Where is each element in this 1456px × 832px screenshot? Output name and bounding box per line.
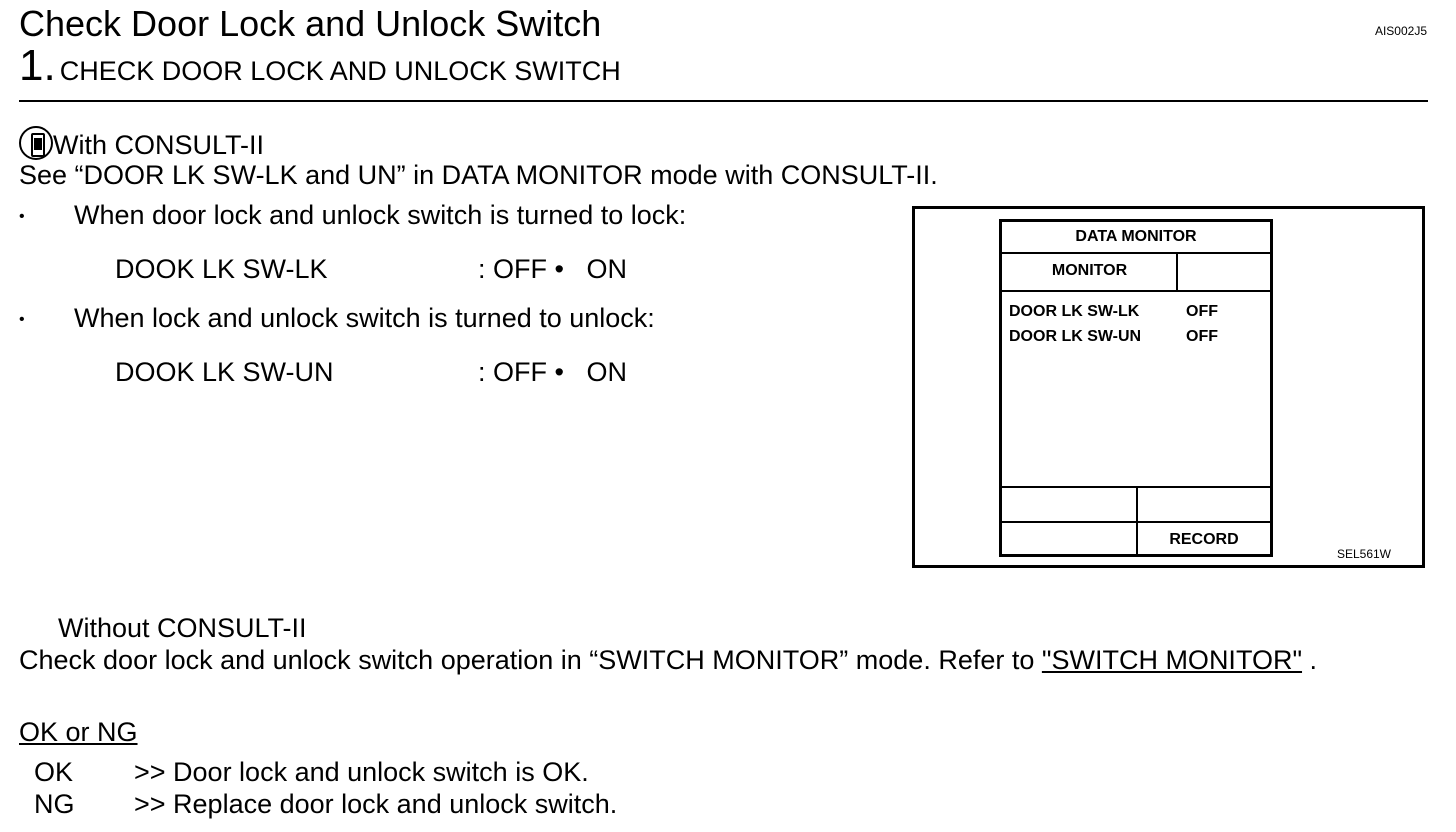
result-text-ng: >> Replace door lock and unlock switch. [134,789,618,819]
with-consult-instruction: See “DOOR LK SW-LK and UN” in DATA MONITOR mode with CONSULT-II. [19,160,938,190]
lock-monitor-item: DOOK LK SW-LK [115,254,328,284]
with-consult-heading [19,126,264,161]
bullet-marker: • [19,208,25,225]
monitor-row-name: DOOR LK SW-LK [1009,303,1140,320]
with-consult-label: With CONSULT-II [53,130,265,160]
consult-screen-figure [912,206,1425,568]
step-number: 1. [19,41,56,90]
page-title: Check Door Lock and Unlock Switch [19,3,602,44]
without-consult-instruction [19,644,1317,676]
result-code-ng: NG [34,789,75,819]
step-heading [19,41,621,98]
screen-title-row [1002,222,1270,254]
ok-ng-heading: OK or NG [19,717,138,747]
header-divider [19,100,1428,102]
record-button: RECORD [1169,531,1239,548]
lock-condition-text: When door lock and unlock switch is turned to lock: [74,200,687,230]
monitor-row-value: OFF [1186,303,1218,320]
consult-device-icon [19,126,53,160]
unlock-monitor-item: DOOK LK SW-UN [115,357,334,387]
step-title: CHECK DOOR LOCK AND UNLOCK SWITCH [59,56,621,86]
header-cell-divider [1176,252,1178,290]
monitor-row-value: OFF [1186,328,1218,345]
unlock-condition-text: When lock and unlock switch is turned to unlock: [74,303,655,333]
monitor-header-row [1002,252,1270,292]
switch-monitor-link[interactable]: "SWITCH MONITOR" [1041,645,1303,675]
document-id: AIS002J5 [1374,24,1427,38]
unlock-monitor-values: : OFF • ON [478,357,627,387]
result-text-ok: >> Door lock and unlock switch is OK. [134,757,589,787]
data-monitor-screen [999,219,1273,557]
bullet-marker: • [19,311,25,328]
without-consult-heading: Without CONSULT-II [58,613,307,643]
instruction-suffix: . [1302,645,1318,675]
result-code-ok: OK [34,757,74,787]
instruction-text: Check door lock and unlock switch operation in “SWITCH MONITOR” mode. Refer to [19,645,1042,675]
monitor-label: MONITOR [1051,262,1128,279]
screen-title: DATA MONITOR [1075,228,1197,245]
figure-code: SEL561W [1336,547,1391,561]
lock-monitor-values: : OFF • ON [478,254,627,284]
monitor-row-name: DOOR LK SW-UN [1009,328,1142,345]
